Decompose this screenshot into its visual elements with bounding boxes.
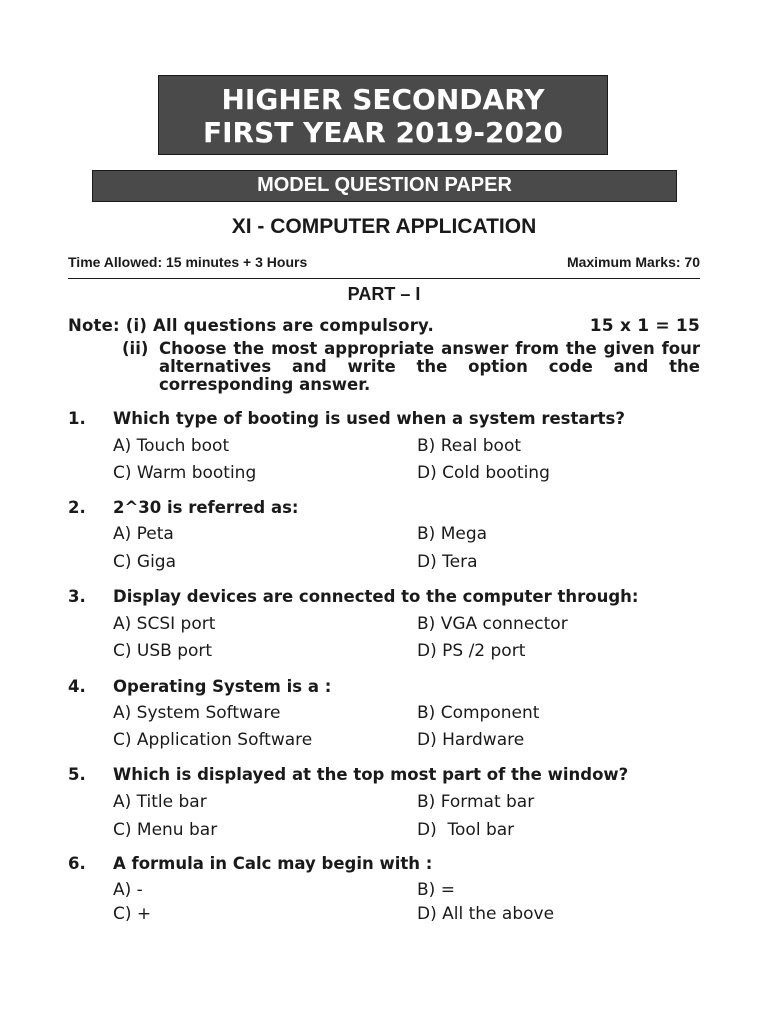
option-d: D) Tera: [417, 552, 478, 572]
section-marks: 15 x 1 = 15: [589, 316, 700, 336]
title-line-1: HIGHER SECONDARY: [221, 83, 545, 116]
title-line-2: FIRST YEAR 2019-2020: [203, 116, 563, 149]
note-line-1: [68, 316, 700, 335]
option-a: A) System Software: [113, 703, 281, 723]
question-text: A formula in Calc may begin with :: [113, 854, 433, 873]
option-b: B) Real boot: [417, 436, 522, 456]
option-b: B) VGA connector: [417, 614, 568, 634]
option-b: B) =: [417, 880, 455, 900]
option-d: D) All the above: [417, 904, 555, 924]
note-instruction: Choose the most appropriate answer from the given four alternatives and write the option code and the corresponding answer.: [159, 339, 700, 394]
time-allowed: Time Allowed: 15 minutes + 3 Hours: [68, 254, 308, 270]
question-text: 2^30 is referred as:: [113, 498, 299, 517]
question-text: Which is displayed at the top most part of the window?: [113, 765, 629, 784]
question-number: 6.: [68, 854, 86, 873]
subject-heading: XI - COMPUTER APPLICATION: [231, 215, 537, 238]
question-text: Display devices are connected to the computer through:: [113, 587, 639, 606]
divider-rule: [68, 278, 700, 279]
option-b: B) Format bar: [417, 792, 535, 812]
part-heading: PART – I: [347, 284, 421, 304]
exam-meta: [68, 254, 700, 270]
option-d: D) Cold booting: [417, 463, 550, 483]
option-d: D) Hardware: [417, 730, 525, 750]
note-text: Note: (i) All questions are compulsory.: [68, 316, 434, 335]
option-a: A) Peta: [113, 524, 174, 544]
question-number: 1.: [68, 409, 86, 428]
question-text: Which type of booting is used when a system restarts?: [113, 409, 625, 428]
question-number: 3.: [68, 587, 86, 606]
option-c: C) Application Software: [113, 730, 313, 750]
question-text: Operating System is a :: [113, 677, 332, 696]
option-c: C) +: [113, 904, 152, 924]
maximum-marks: Maximum Marks: 70: [566, 254, 700, 270]
option-a: A) Touch boot: [113, 436, 230, 456]
option-a: A) SCSI port: [113, 614, 216, 634]
title-banner: [158, 75, 608, 155]
note-label: (ii): [122, 339, 149, 358]
question-number: 4.: [68, 677, 86, 696]
option-c: C) Menu bar: [113, 820, 218, 840]
option-d: D) Tool bar: [417, 820, 515, 840]
option-c: C) Warm booting: [113, 463, 257, 483]
question-number: 2.: [68, 498, 86, 517]
note-line-2: [122, 340, 700, 394]
option-c: C) USB port: [113, 641, 213, 661]
subtitle-banner: MODEL QUESTION PAPER: [92, 170, 677, 202]
option-d: D) PS /2 port: [417, 641, 526, 661]
option-c: C) Giga: [113, 552, 177, 572]
option-b: B) Mega: [417, 524, 488, 544]
option-b: B) Component: [417, 703, 540, 723]
option-a: A) Title bar: [113, 792, 207, 812]
question-number: 5.: [68, 765, 86, 784]
option-a: A) -: [113, 880, 143, 900]
